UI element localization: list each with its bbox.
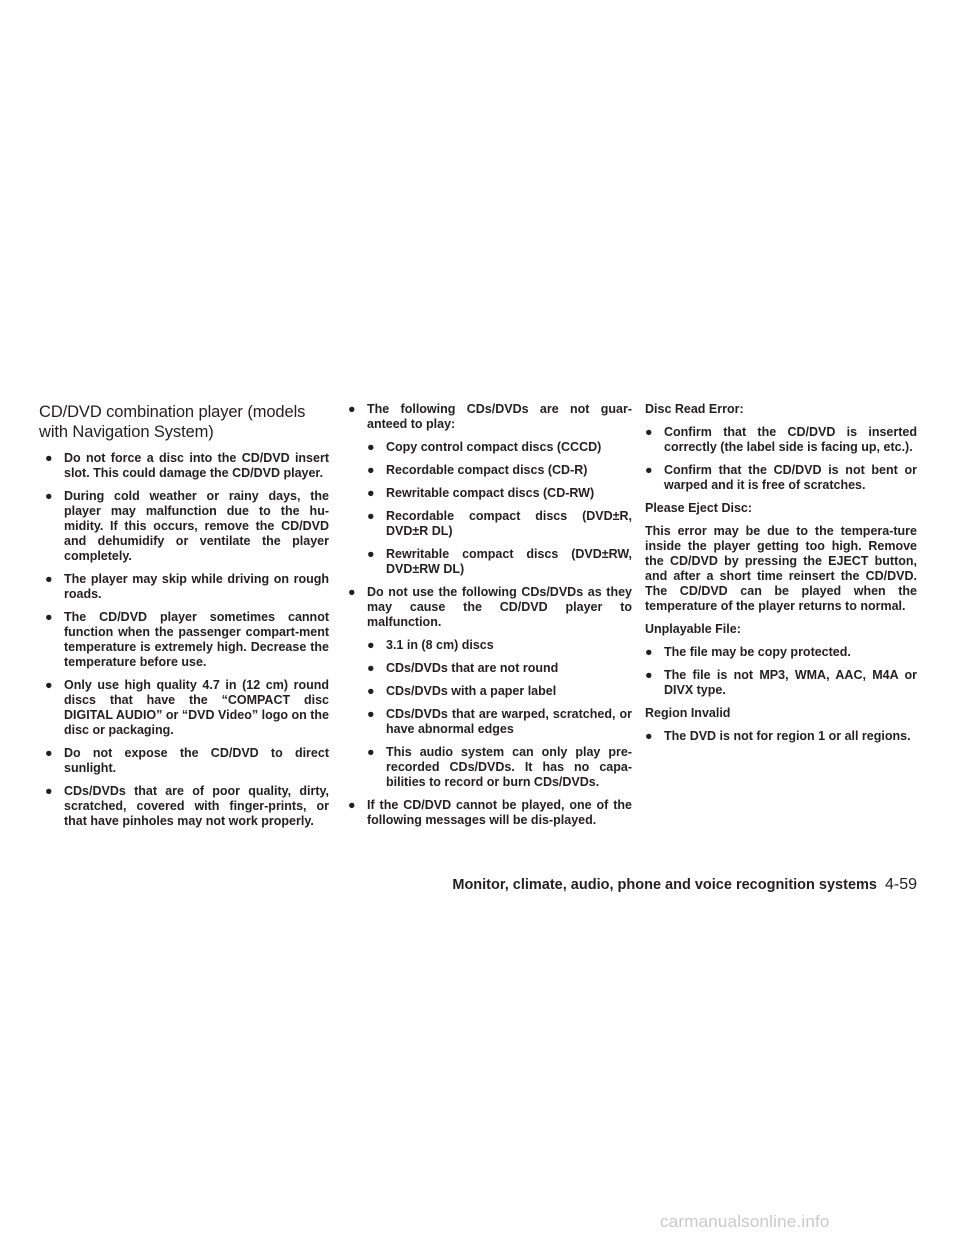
bullet-icon: ● <box>45 678 53 692</box>
list-item: ● The following CDs/DVDs are not guar-anteed to play: <box>348 402 632 431</box>
footer-section-title: Monitor, climate, audio, phone and voice recognition systems <box>452 877 877 893</box>
message-text-please-eject: This error may be due to the tempera-ture inside the player getting too high. Remove the CD/DVD by pressing the EJECT button, and after a short time reinsert the CD/DVD. The CD/DVD can be played when the temperature of the player returns to normal. <box>645 524 917 613</box>
bullet-icon: ● <box>645 463 653 477</box>
bullet-icon: ● <box>645 729 653 743</box>
bullet-icon: ● <box>367 547 375 561</box>
list-item: ● Only use high quality 4.7 in (12 cm) round discs that have the “COMPACT disc DIGITAL AUDIO” or “DVD Video” logo on the disc or packaging. <box>45 678 329 737</box>
sub-list-item: ● 3.1 in (8 cm) discs <box>367 638 494 652</box>
sub-list-item: ● Rewritable compact discs (DVD±RW, DVD±RW DL) <box>367 547 632 576</box>
bullet-icon: ● <box>45 784 53 798</box>
bullet-icon: ● <box>45 610 53 624</box>
bullet-icon: ● <box>645 668 653 682</box>
page-number: 4-59 <box>884 876 917 893</box>
column-2 <box>342 402 632 836</box>
bullet-icon: ● <box>367 638 375 652</box>
sub-list-item: ● Copy control compact discs (CCCD) <box>367 440 602 454</box>
list-item: ● The player may skip while driving on rough roads. <box>45 572 329 601</box>
message-title-region-invalid: Region Invalid <box>645 706 731 720</box>
list-item: ● The CD/DVD player sometimes cannot function when the passenger compart-ment temperature is extremely high. Decrease the temperature before use. <box>45 610 329 669</box>
page-footer <box>452 876 917 894</box>
column-1 <box>39 402 329 837</box>
list-item: ● Do not use the following CDs/DVDs as they may cause the CD/DVD player to malfunction. <box>348 585 632 629</box>
sub-list-item: ● This audio system can only play pre-recorded CDs/DVDs. It has no capa-bilities to record or burn CDs/DVDs. <box>367 745 632 789</box>
bullet-icon: ● <box>367 745 375 759</box>
list-item: ● Confirm that the CD/DVD is not bent or warped and it is free of scratches. <box>645 463 917 492</box>
bullet-icon: ● <box>45 489 53 503</box>
sub-list-item: ● Recordable compact discs (CD-R) <box>367 463 588 477</box>
sub-list-item: ● CDs/DVDs that are warped, scratched, or have abnormal edges <box>367 707 632 736</box>
bullet-icon: ● <box>45 451 53 465</box>
list-item: ● The file may be copy protected. <box>645 645 851 659</box>
sub-list-item: ● CDs/DVDs with a paper label <box>367 684 557 698</box>
bullet-icon: ● <box>367 486 375 500</box>
list-item: ● During cold weather or rainy days, the player may malfunction due to the hu-midity. If this occurs, remove the CD/DVD and dehumidify or ventilate the player completely. <box>45 489 329 563</box>
bullet-icon: ● <box>367 509 375 523</box>
bullet-icon: ● <box>367 707 375 721</box>
bullet-icon: ● <box>645 425 653 439</box>
watermark: carmanualsonline.info <box>660 1212 830 1231</box>
message-title-disc-read-error: Disc Read Error: <box>645 402 744 416</box>
bullet-icon: ● <box>348 798 356 812</box>
bullet-icon: ● <box>367 661 375 675</box>
bullet-icon: ● <box>45 746 53 760</box>
list-item: ● If the CD/DVD cannot be played, one of the following messages will be dis-played. <box>348 798 632 827</box>
bullet-icon: ● <box>45 572 53 586</box>
bullet-icon: ● <box>645 645 653 659</box>
section-heading: CD/DVD combination player (models with Navigation System) <box>39 403 306 441</box>
message-title-please-eject: Please Eject Disc: <box>645 501 753 515</box>
list-item: ● Do not force a disc into the CD/DVD insert slot. This could damage the CD/DVD player. <box>45 451 329 480</box>
bullet-icon: ● <box>367 440 375 454</box>
bullet-icon: ● <box>367 684 375 698</box>
list-item: ● Do not expose the CD/DVD to direct sunlight. <box>45 746 329 775</box>
sub-list-item: ● CDs/DVDs that are not round <box>367 661 559 675</box>
sub-list-item: ● Rewritable compact discs (CD-RW) <box>367 486 595 500</box>
bullet-icon: ● <box>367 463 375 477</box>
list-item: ● Confirm that the CD/DVD is inserted correctly (the label side is facing up, etc.). <box>645 425 917 454</box>
list-item: ● CDs/DVDs that are of poor quality, dirty, scratched, covered with finger-prints, or that have pinholes may not work properly. <box>45 784 329 828</box>
list-item: ● The file is not MP3, WMA, AAC, M4A or DIVX type. <box>645 668 917 697</box>
sub-list-item: ● Recordable compact discs (DVD±R, DVD±R DL) <box>367 509 632 538</box>
bullet-icon: ● <box>348 585 356 599</box>
message-title-unplayable-file: Unplayable File: <box>645 622 741 636</box>
bullet-icon: ● <box>348 402 356 416</box>
column-3 <box>645 402 917 752</box>
list-item: ● The DVD is not for region 1 or all regions. <box>645 729 911 743</box>
